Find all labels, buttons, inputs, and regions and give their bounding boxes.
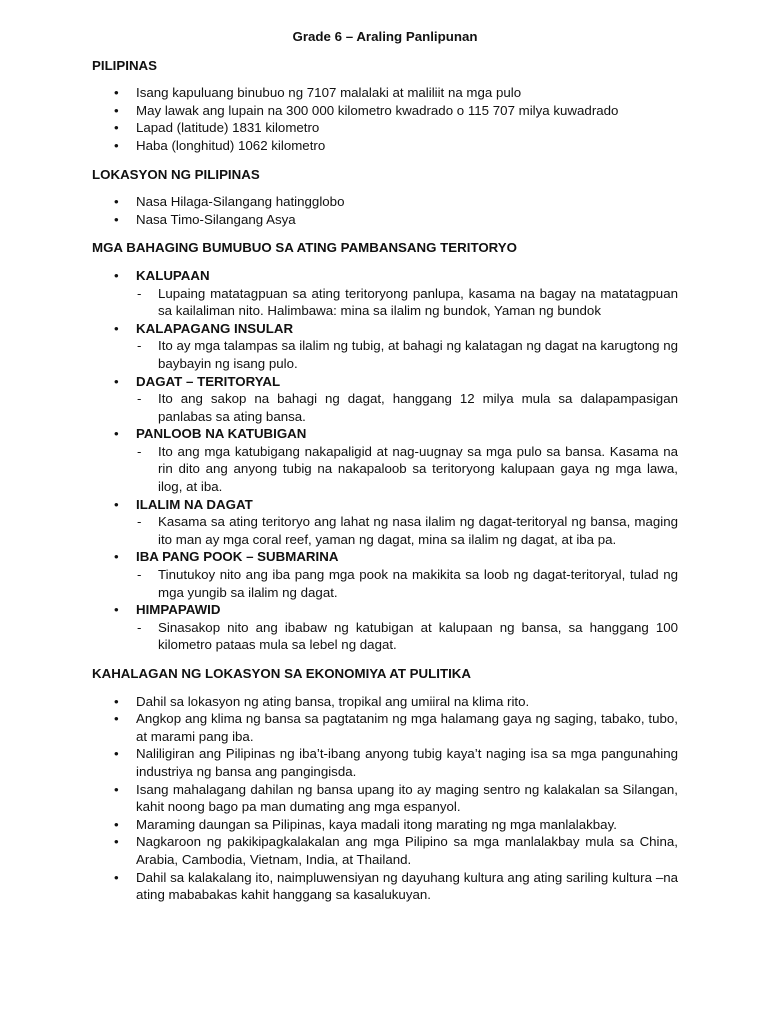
list-item: • Dahil sa kalakalang ito, naimpluwensiyan ng dayuhang kultura ang ating sariling kultura –na ating mababakas kahit hanggang sa kasalukuyan. [92, 869, 678, 904]
territory-item [92, 496, 678, 549]
list-item: • Lapad (latitude) 1831 kilometro [92, 119, 678, 137]
list-item: • Isang mahalagang dahilan ng bansa upang ito ay maging sentro ng kalakalan sa Silangan, kahit noong bago pa man dumating ang mga espanyol. [92, 781, 678, 816]
kahalagahan-list [92, 693, 678, 904]
list-item: • Maraming daungan sa Pilipinas, kaya madali itong marating ng mga manlalakbay. [92, 816, 678, 834]
term-label: • PANLOOB NA KATUBIGAN [136, 426, 307, 442]
territory-item [92, 548, 678, 601]
term-label: • KALAPAGANG INSULAR [136, 320, 294, 336]
term-description: - Ito ay mga talampas sa ilalim ng tubig, at bahagi ng kalatagan ng dagat na karugtong ng baybayin ng isang pulo. [137, 338, 678, 371]
list-item: • Nasa Hilaga-Silangang hatingglobo [92, 193, 678, 211]
list-item: • Dahil sa lokasyon ng ating bansa, tropikal ang umiiral na klima rito. [92, 693, 678, 711]
section-heading-lokasyon: LOKASYON NG PILIPINAS [92, 166, 260, 182]
list-item: • Naliligiran ang Pilipinas ng iba’t-ibang anyong tubig kaya’t naging isa sa mga pangunahing industriya ng bansa ang pangingisda. [92, 745, 678, 780]
territory-item [92, 320, 678, 373]
pilipinas-list [92, 84, 678, 154]
term-label: • ILALIM NA DAGAT [136, 496, 253, 512]
term-label: • IBA PANG POOK – SUBMARINA [136, 549, 339, 565]
term-description: - Sinasakop nito ang ibabaw ng katubigan at kalupaan ng bansa, sa hanggang 100 kilometro pataas mula sa lebel ng dagat. [137, 619, 678, 653]
document-page [92, 28, 678, 915]
list-item: • Nasa Timo-Silangang Asya [92, 211, 678, 229]
term-label: • KALUPAAN [136, 267, 210, 283]
term-description: - Kasama sa ating teritoryo ang lahat ng nasa ilalim ng dagat-teritoryal ng bansa, maging ito man ay mga coral reef, yaman ng dagat, mina sa ilalim ng dagat, at iba pa. [137, 514, 678, 547]
list-item: • Angkop ang klima ng bansa sa pagtatanim ng mga halamang gaya ng saging, tabako, tubo, at marami pang iba. [92, 710, 678, 745]
list-item: • Isang kapuluang binubuo ng 7107 malalaki at maliliit na mga pulo [92, 84, 678, 102]
list-item: • Nagkaroon ng pakikipagkalakalan ang mga Pilipino sa mga manlalakbay mula sa China, Arabia, Cambodia, Vietnam, India, at Thailand. [92, 833, 678, 868]
section-heading-teritoryo: MGA BAHAGING BUMUBUO SA ATING PAMBANSANG TERITORYO [92, 240, 517, 256]
territory-item [92, 601, 678, 654]
term-description: - Ito ang sakop na bahagi ng dagat, hanggang 12 milya mula sa dalapampasigan panlabas sa ating bansa. [137, 391, 678, 424]
section-heading-pilipinas: PILIPINAS [92, 57, 158, 73]
term-description: - Tinutukoy nito ang iba pang mga pook na makikita sa loob ng dagat-teritoryal, tulad ng mga yungib sa ilalim ng dagat. [137, 567, 678, 600]
list-item: • Haba (longhitud) 1062 kilometro [92, 137, 678, 155]
section-heading-kahalagahan: KAHALAGAN NG LOKASYON SA EKONOMIYA AT PULITIKA [92, 666, 471, 681]
term-label: • DAGAT – TERITORYAL [136, 373, 281, 389]
lokasyon-list [92, 193, 678, 228]
term-description: - Lupaing matatagpuan sa ating teritoryong panlupa, kasama na bagay na matatagpuan sa kailaliman nito. Halimbawa: mina sa ilalim ng bundok, Yaman ng bundok [137, 285, 678, 319]
territory-item [92, 267, 678, 320]
term-description: - Ito ang mga katubigang nakapaligid at nag-uugnay sa mga pulo sa bansa. Kasama na rin dito ang anyong tubig na nakapaloob sa teritoryong kalupaan gaya ng mga lawa, ilog, at iba. [137, 443, 678, 495]
territory-item [92, 425, 678, 495]
teritoryo-list [92, 267, 678, 654]
list-item: • May lawak ang lupain na 300 000 kilometro kwadrado o 115 707 milya kuwadrado [92, 102, 678, 120]
document-title: Grade 6 – Araling Panlipunan [292, 29, 478, 44]
term-label: • HIMPAPAWID [136, 602, 221, 618]
territory-item [92, 373, 678, 426]
